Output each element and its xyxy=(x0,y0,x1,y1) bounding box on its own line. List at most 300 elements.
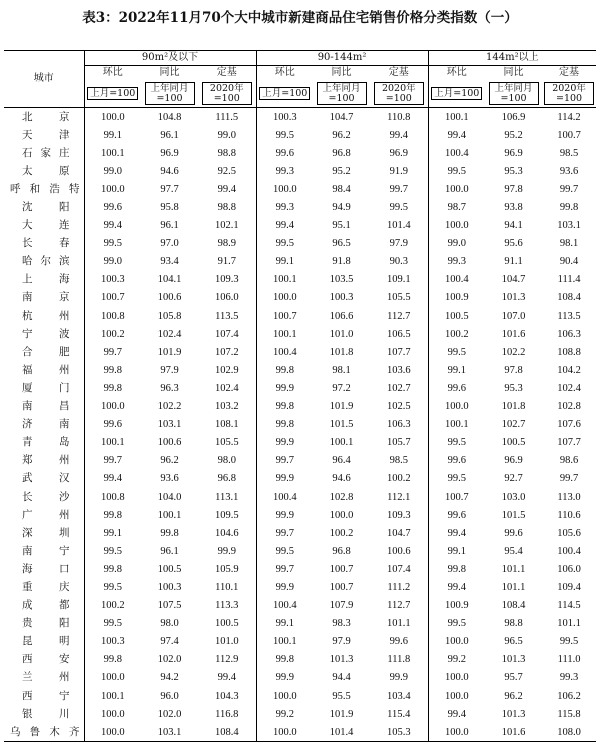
table-row xyxy=(4,723,596,742)
index-value: 96.9 xyxy=(160,147,179,159)
index-value: 96.0 xyxy=(160,690,179,702)
table-row xyxy=(4,253,596,271)
index-value: 101.4 xyxy=(386,220,411,232)
index-value: 114.5 xyxy=(557,600,581,612)
index-value: 99.7 xyxy=(256,560,313,578)
index-value: 99.6 xyxy=(256,144,313,162)
index-value: 94.2 xyxy=(160,672,179,684)
city-name: 呼和浩特 xyxy=(10,182,80,195)
index-value: 116.8 xyxy=(215,708,239,720)
index-value: 100.3 xyxy=(84,271,141,289)
index-value: 100.1 xyxy=(256,325,313,343)
index-value: 99.6 xyxy=(84,198,141,216)
index-value: 105.6 xyxy=(557,527,581,539)
index-value: 99.8 xyxy=(84,506,141,524)
index-value: 99.8 xyxy=(256,361,313,379)
base-yoy: 上年同月=100 xyxy=(485,80,542,108)
index-value: 95.1 xyxy=(332,220,351,232)
index-value: 109.5 xyxy=(214,509,239,521)
index-value: 100.7 xyxy=(329,563,354,575)
index-value: 94.4 xyxy=(332,672,351,684)
index-value: 100.1 xyxy=(84,687,141,705)
city-name: 哈尔滨 xyxy=(22,255,70,268)
index-value: 99.9 xyxy=(256,578,313,596)
index-value: 103.4 xyxy=(386,690,411,702)
index-value: 99.6 xyxy=(504,527,523,539)
index-value: 104.1 xyxy=(157,274,182,286)
index-value: 99.3 xyxy=(428,253,485,271)
table-title: 表3：2022年11月70个大中城市新建商品住宅销售价格分类指数（一） xyxy=(82,10,518,26)
index-value: 99.5 xyxy=(428,343,485,361)
base-yoy: 上年同月=100 xyxy=(313,80,370,108)
city-name: 西安 xyxy=(22,653,70,666)
index-value: 99.4 xyxy=(428,578,485,596)
index-value: 100.0 xyxy=(428,687,485,705)
index-value: 99.2 xyxy=(428,651,485,669)
index-value: 100.7 xyxy=(557,129,581,141)
index-value: 102.4 xyxy=(157,328,182,340)
index-value: 100.0 xyxy=(428,180,485,198)
index-value: 93.6 xyxy=(559,165,579,177)
index-value: 109.3 xyxy=(214,274,239,286)
index-value: 99.3 xyxy=(559,672,579,684)
index-value: 99.1 xyxy=(84,126,141,144)
index-value: 107.2 xyxy=(214,346,239,358)
index-value: 98.8 xyxy=(217,147,236,159)
index-value: 96.3 xyxy=(160,382,179,394)
index-value: 97.2 xyxy=(332,382,351,394)
index-value: 105.7 xyxy=(386,437,411,449)
index-value: 101.4 xyxy=(329,726,354,738)
index-value: 105.9 xyxy=(214,563,239,575)
table-row xyxy=(4,271,596,289)
base-mom: 上月=100 xyxy=(428,80,485,108)
index-value: 99.8 xyxy=(84,560,141,578)
index-value: 101.3 xyxy=(501,292,526,304)
index-value: 100.0 xyxy=(256,687,313,705)
index-value: 99.9 xyxy=(217,545,236,557)
index-value: 100.8 xyxy=(84,307,141,325)
index-value: 108.4 xyxy=(501,600,526,612)
city-name: 南宁 xyxy=(22,544,70,557)
table-row xyxy=(4,379,596,397)
metric-base: 定基 xyxy=(388,66,409,78)
metric-base: 定基 xyxy=(216,66,237,78)
index-value: 91.8 xyxy=(332,256,351,268)
index-value: 107.0 xyxy=(501,310,526,322)
table-row xyxy=(4,162,596,180)
index-value: 100.0 xyxy=(428,633,485,651)
index-value: 95.8 xyxy=(160,202,179,213)
index-value: 100.6 xyxy=(386,545,411,557)
index-value: 98.3 xyxy=(332,618,351,630)
index-value: 100.0 xyxy=(256,289,313,307)
index-value: 96.5 xyxy=(504,636,523,648)
index-value: 101.9 xyxy=(329,708,354,720)
base-2020: 2020年=100 xyxy=(370,80,428,108)
index-value: 96.8 xyxy=(217,473,236,485)
index-value: 100.0 xyxy=(84,705,141,723)
index-value: 100.2 xyxy=(428,325,485,343)
city-name: 昆明 xyxy=(22,635,70,648)
index-value: 100.5 xyxy=(501,437,526,449)
index-value: 101.8 xyxy=(501,401,526,413)
table-row xyxy=(4,633,596,651)
table-row xyxy=(4,217,596,235)
index-value: 105.8 xyxy=(157,310,182,322)
index-value: 91.7 xyxy=(217,256,236,268)
index-value: 113.5 xyxy=(557,310,581,322)
index-value: 99.0 xyxy=(217,129,236,141)
index-value: 96.1 xyxy=(160,545,179,557)
index-value: 100.1 xyxy=(256,633,313,651)
index-value: 100.9 xyxy=(428,597,485,615)
index-value: 99.4 xyxy=(428,524,485,542)
index-value: 94.9 xyxy=(332,202,351,213)
index-value: 112.9 xyxy=(215,654,239,666)
index-value: 96.8 xyxy=(332,147,351,159)
index-value: 104.7 xyxy=(329,111,354,123)
index-value: 100.3 xyxy=(329,292,354,304)
index-value: 107.6 xyxy=(557,419,581,431)
city-name: 武汉 xyxy=(22,472,70,485)
index-value: 115.8 xyxy=(557,708,581,720)
index-value: 99.5 xyxy=(84,542,141,560)
index-value: 97.9 xyxy=(389,238,408,250)
index-value: 93.8 xyxy=(504,202,523,213)
city-name: 南京 xyxy=(22,291,70,304)
index-value: 113.5 xyxy=(215,310,239,322)
index-value: 102.8 xyxy=(557,401,581,413)
index-value: 99.5 xyxy=(428,162,485,180)
index-value: 101.3 xyxy=(329,654,354,666)
index-value: 100.2 xyxy=(84,597,141,615)
index-value: 105.3 xyxy=(386,726,411,738)
index-value: 101.6 xyxy=(501,328,526,340)
index-value: 98.9 xyxy=(217,238,236,250)
city-name: 成都 xyxy=(22,599,70,612)
table-row xyxy=(4,705,596,723)
index-value: 102.0 xyxy=(157,654,182,666)
index-value: 98.4 xyxy=(332,183,351,195)
index-value: 101.5 xyxy=(329,419,354,431)
index-value: 99.9 xyxy=(256,470,313,488)
index-value: 104.2 xyxy=(557,364,581,376)
index-value: 100.2 xyxy=(386,473,411,485)
index-value: 99.1 xyxy=(84,524,141,542)
index-value: 103.1 xyxy=(157,419,182,431)
index-value: 96.9 xyxy=(504,147,523,159)
index-value: 96.2 xyxy=(332,129,351,141)
metric-mom: 环比 xyxy=(84,66,141,81)
index-value: 110.6 xyxy=(557,509,581,521)
index-value: 99.0 xyxy=(84,253,141,271)
index-value: 101.8 xyxy=(329,346,354,358)
index-value: 107.9 xyxy=(329,600,354,612)
index-value: 99.5 xyxy=(559,636,579,648)
index-value: 102.0 xyxy=(157,708,182,720)
city-name: 天津 xyxy=(22,128,70,141)
index-value: 100.4 xyxy=(428,144,485,162)
index-value: 95.4 xyxy=(504,545,523,557)
city-name: 银川 xyxy=(22,707,70,720)
index-value: 98.1 xyxy=(559,238,579,250)
index-value: 99.3 xyxy=(256,198,313,216)
index-value: 99.9 xyxy=(256,379,313,397)
index-value: 103.1 xyxy=(557,220,581,232)
index-value: 91.9 xyxy=(389,165,408,177)
index-value: 104.7 xyxy=(501,274,526,286)
index-value: 100.0 xyxy=(428,217,485,235)
city-name: 南昌 xyxy=(22,400,70,413)
index-value: 99.1 xyxy=(428,542,485,560)
table-row xyxy=(4,325,596,343)
metric-mom: 环比 xyxy=(428,66,485,81)
index-value: 98.8 xyxy=(217,202,236,213)
index-value: 99.7 xyxy=(389,183,408,195)
index-value: 99.3 xyxy=(256,162,313,180)
index-value: 96.2 xyxy=(504,690,523,702)
index-value: 100.1 xyxy=(84,434,141,452)
metric-header-row xyxy=(4,66,596,81)
base-mom: 上月=100 xyxy=(84,80,141,108)
table-row xyxy=(4,651,596,669)
index-value: 96.2 xyxy=(160,455,179,467)
index-value: 99.4 xyxy=(84,470,141,488)
index-value: 111.8 xyxy=(387,654,411,666)
city-name: 北京 xyxy=(22,110,70,123)
index-value: 114.2 xyxy=(557,111,581,123)
index-value: 99.4 xyxy=(389,129,408,141)
table-row xyxy=(4,416,596,434)
index-value: 100.5 xyxy=(428,307,485,325)
index-value: 105.5 xyxy=(386,292,411,304)
index-value: 96.1 xyxy=(160,129,179,141)
index-value: 98.6 xyxy=(559,455,579,467)
index-value: 100.3 xyxy=(256,108,313,127)
base-2020: 2020年=100 xyxy=(542,80,596,108)
index-value: 99.5 xyxy=(428,470,485,488)
index-value: 101.9 xyxy=(157,346,182,358)
index-value: 95.2 xyxy=(504,129,523,141)
city-name: 深圳 xyxy=(22,526,70,539)
base-yoy: 上年同月=100 xyxy=(141,80,198,108)
index-value: 103.6 xyxy=(386,364,411,376)
index-value: 99.5 xyxy=(256,126,313,144)
index-value: 102.7 xyxy=(386,382,411,394)
index-value: 101.6 xyxy=(501,726,526,738)
index-value: 92.5 xyxy=(217,165,236,177)
index-value: 108.1 xyxy=(214,419,239,431)
index-value: 110.8 xyxy=(387,111,411,123)
city-name: 济南 xyxy=(22,418,70,431)
index-value: 99.7 xyxy=(84,343,141,361)
index-value: 100.3 xyxy=(84,633,141,651)
index-value: 106.0 xyxy=(214,292,239,304)
index-value: 106.2 xyxy=(557,690,581,702)
index-value: 99.7 xyxy=(559,183,579,195)
index-value: 99.7 xyxy=(256,524,313,542)
index-value: 104.8 xyxy=(157,111,182,123)
index-value: 101.3 xyxy=(501,708,526,720)
index-value: 102.2 xyxy=(501,346,526,358)
index-value: 102.9 xyxy=(214,364,239,376)
index-value: 104.6 xyxy=(214,527,239,539)
index-value: 100.1 xyxy=(329,437,354,449)
index-value: 100.4 xyxy=(256,488,313,506)
index-value: 99.1 xyxy=(256,253,313,271)
index-value: 100.9 xyxy=(428,289,485,307)
city-name: 福州 xyxy=(22,363,70,376)
table-row xyxy=(4,307,596,325)
index-value: 106.0 xyxy=(557,563,581,575)
table-row xyxy=(4,470,596,488)
index-value: 102.4 xyxy=(557,382,581,394)
city-name: 兰州 xyxy=(22,671,70,684)
index-value: 99.4 xyxy=(84,217,141,235)
index-value: 99.4 xyxy=(217,672,236,684)
index-value: 99.1 xyxy=(428,361,485,379)
table-row xyxy=(4,289,596,307)
index-value: 99.5 xyxy=(256,235,313,253)
city-name: 宁波 xyxy=(22,327,70,340)
index-value: 95.2 xyxy=(332,165,351,177)
index-value: 99.9 xyxy=(389,672,408,684)
city-name: 杭州 xyxy=(22,309,70,322)
index-value: 102.2 xyxy=(157,401,182,413)
index-value: 98.0 xyxy=(217,455,236,467)
index-value: 97.0 xyxy=(160,238,179,250)
index-value: 99.7 xyxy=(84,452,141,470)
base-2020: 2020年=100 xyxy=(198,80,256,108)
city-name: 沈阳 xyxy=(22,201,70,213)
index-value: 99.0 xyxy=(428,235,485,253)
index-value: 99.8 xyxy=(84,651,141,669)
table-row xyxy=(4,506,596,524)
index-value: 100.4 xyxy=(428,271,485,289)
city-name: 大连 xyxy=(22,219,70,232)
index-value: 100.4 xyxy=(256,343,313,361)
index-value: 112.7 xyxy=(387,310,411,322)
index-value: 96.8 xyxy=(332,545,351,557)
index-value: 98.5 xyxy=(559,147,579,159)
index-value: 90.4 xyxy=(559,256,579,268)
index-value: 108.4 xyxy=(557,292,581,304)
index-value: 95.5 xyxy=(332,690,351,702)
index-value: 111.0 xyxy=(557,654,581,666)
index-value: 100.0 xyxy=(329,509,354,521)
index-value: 107.7 xyxy=(557,437,581,449)
group-header-small: 90m²及以下 xyxy=(84,51,256,66)
index-value: 99.5 xyxy=(84,235,141,253)
index-value: 97.7 xyxy=(160,183,179,195)
index-value: 112.1 xyxy=(387,491,411,503)
index-value: 97.9 xyxy=(160,364,179,376)
city-name: 石家庄 xyxy=(22,146,70,159)
index-value: 111.4 xyxy=(557,274,581,286)
index-value: 108.8 xyxy=(557,346,581,358)
index-value: 101.9 xyxy=(329,401,354,413)
table-row xyxy=(4,542,596,560)
table-row xyxy=(4,343,596,361)
index-value: 106.3 xyxy=(386,419,411,431)
city-name: 长春 xyxy=(22,237,70,250)
index-value: 100.1 xyxy=(428,108,485,127)
city-name: 西宁 xyxy=(22,689,70,702)
index-value: 102.8 xyxy=(329,491,354,503)
index-value: 110.1 xyxy=(215,581,239,593)
table-row xyxy=(4,488,596,506)
table-row xyxy=(4,560,596,578)
city-name: 乌鲁木齐 xyxy=(10,725,80,738)
index-value: 105.5 xyxy=(214,437,239,449)
index-value: 99.7 xyxy=(559,473,579,485)
index-value: 100.1 xyxy=(157,509,182,521)
index-value: 100.3 xyxy=(157,581,182,593)
index-value: 92.7 xyxy=(504,473,523,485)
index-value: 99.5 xyxy=(256,542,313,560)
index-value: 99.5 xyxy=(428,615,485,633)
index-value: 102.5 xyxy=(386,401,411,413)
table-row xyxy=(4,144,596,162)
index-value: 91.1 xyxy=(504,256,523,268)
index-value: 100.4 xyxy=(256,597,313,615)
index-value: 99.9 xyxy=(256,434,313,452)
index-value: 99.6 xyxy=(389,636,408,648)
index-value: 103.2 xyxy=(214,401,239,413)
index-value: 100.0 xyxy=(256,723,313,742)
index-value: 99.2 xyxy=(256,705,313,723)
index-value: 100.2 xyxy=(84,325,141,343)
index-value: 99.5 xyxy=(84,615,141,633)
index-value: 106.5 xyxy=(386,328,411,340)
table-row xyxy=(4,687,596,705)
index-value: 99.8 xyxy=(428,560,485,578)
index-value: 99.8 xyxy=(559,202,579,213)
city-header: 城市 xyxy=(33,72,54,84)
index-value: 100.1 xyxy=(84,144,141,162)
index-value: 99.6 xyxy=(428,452,485,470)
index-value: 107.4 xyxy=(386,563,411,575)
index-value: 101.1 xyxy=(557,618,581,630)
index-value: 100.0 xyxy=(428,669,485,687)
table-row xyxy=(4,524,596,542)
index-value: 94.6 xyxy=(332,473,351,485)
index-value: 102.1 xyxy=(214,220,239,232)
table-row xyxy=(4,235,596,253)
metric-yoy: 同比 xyxy=(503,66,524,78)
index-value: 101.1 xyxy=(386,618,411,630)
index-value: 99.6 xyxy=(84,416,141,434)
index-value: 99.9 xyxy=(256,669,313,687)
index-value: 100.0 xyxy=(428,723,485,742)
city-name: 长沙 xyxy=(22,490,70,503)
metric-yoy: 同比 xyxy=(331,66,352,78)
index-value: 103.5 xyxy=(329,274,354,286)
index-value: 94.1 xyxy=(504,220,523,232)
index-value: 102.4 xyxy=(214,382,239,394)
table-row xyxy=(4,434,596,452)
index-value: 107.4 xyxy=(214,328,239,340)
index-value: 96.5 xyxy=(332,238,351,250)
index-value: 108.4 xyxy=(214,726,239,738)
index-value: 99.8 xyxy=(84,379,141,397)
table-body xyxy=(4,108,596,742)
city-name: 郑州 xyxy=(22,454,70,467)
index-value: 109.1 xyxy=(386,274,411,286)
index-value: 96.9 xyxy=(389,147,408,159)
metric-base: 定基 xyxy=(559,66,580,78)
